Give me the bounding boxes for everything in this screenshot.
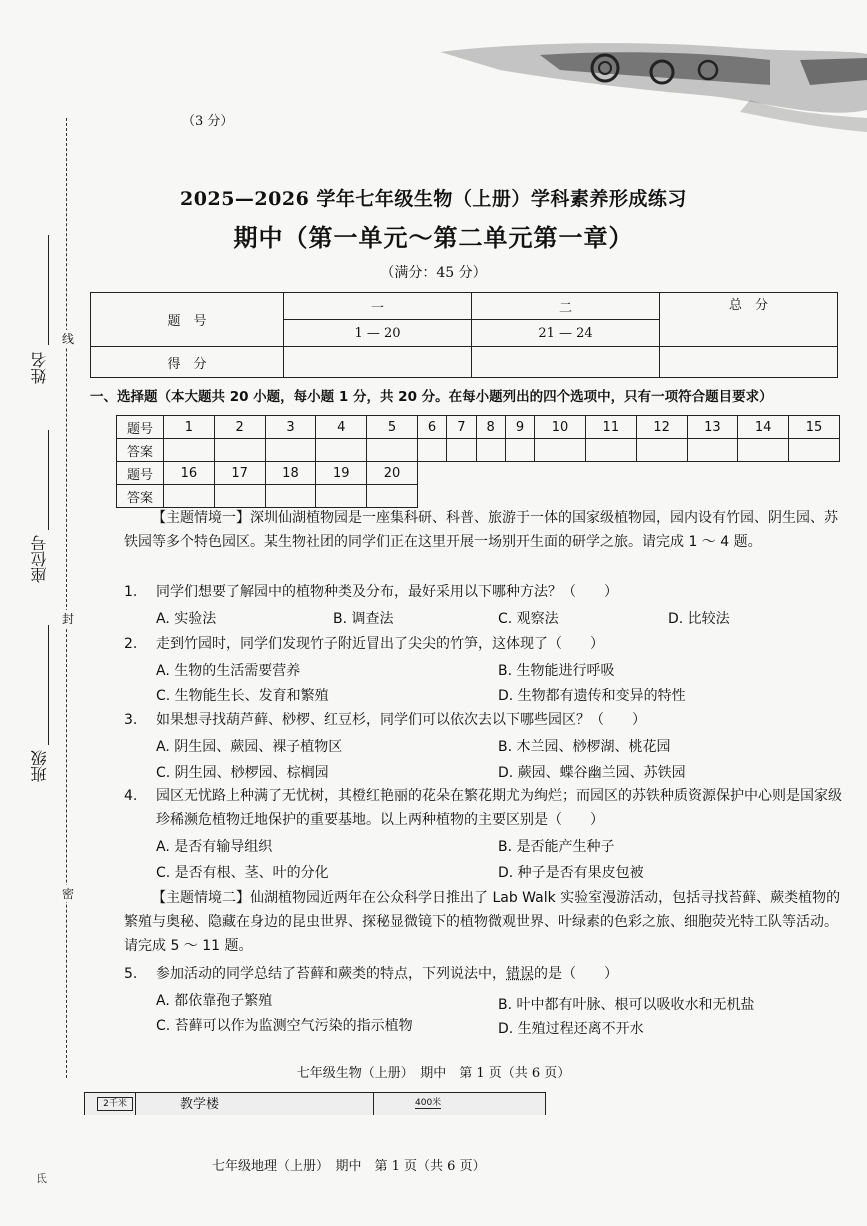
answer-number: 17 bbox=[214, 462, 265, 485]
answer-table-number-label: 题号 bbox=[117, 462, 164, 485]
answer-number: 2 bbox=[214, 416, 265, 439]
answer-cell[interactable] bbox=[505, 439, 534, 462]
answer-cell[interactable] bbox=[789, 439, 840, 462]
scenario-two: 【主题情境二】仙湖植物园近两年在公众科学日推出了 Lab Walk 实验室漫游活动，包括寻找苔藓、蕨类植物的繁殖与奥秘、隐藏在身边的昆虫世界、探秘显微镜下的植物微观世界、叶绿素的色彩之旅、细胞荧光特工队等活动。请完成 5 ～ 11 题。 bbox=[124, 890, 841, 954]
q5-option-b: B. 叶中都有叶脉、根可以吸收水和无机盐 bbox=[498, 997, 755, 1013]
seat-label: 座位号 bbox=[30, 535, 49, 583]
bleed-label: 教学楼 bbox=[180, 1097, 220, 1112]
bleed-scale-bar-2: 400米 bbox=[415, 1095, 441, 1109]
margin-note: （3 分） bbox=[182, 114, 234, 129]
answer-number: 1 bbox=[164, 416, 215, 439]
q3-number: 3. bbox=[124, 712, 138, 728]
q2-option-b: B. 生物能进行呼吸 bbox=[498, 663, 615, 679]
answer-number: 7 bbox=[447, 416, 476, 439]
answer-cell[interactable] bbox=[476, 439, 505, 462]
name-label: 姓名 bbox=[30, 352, 49, 384]
answer-table bbox=[116, 415, 840, 508]
q4-stem: 园区无忧路上种满了无忧树，其橙红艳丽的花朵在繁花期尤为绚烂；而园区的苏铁种质资源保护中心则是国家级珍稀濒危植物迁地保护的重要基地。以上两种植物的主要区别是（ ） bbox=[156, 788, 842, 828]
full-score: （满分：45 分） bbox=[380, 265, 487, 281]
answer-cell[interactable] bbox=[316, 439, 367, 462]
answer-number: 20 bbox=[367, 462, 418, 485]
q5-emphasis: 错误 bbox=[506, 966, 534, 982]
q5-option-a: A. 都依靠孢子繁殖 bbox=[156, 993, 273, 1009]
answer-number: 14 bbox=[738, 416, 789, 439]
answer-cell[interactable] bbox=[265, 485, 316, 508]
answer-cell[interactable] bbox=[738, 439, 789, 462]
answer-cell[interactable] bbox=[164, 439, 215, 462]
q4-option-b: B. 是否能产生种子 bbox=[498, 839, 615, 855]
scenario-one: 【主题情境一】深圳仙湖植物园是一座集科研、科普、旅游于一体的国家级植物园，园内设有竹园、阴生园、苏铁园等多个特色园区。某生物社团的同学们正在这里开展一场别开生面的研学之旅。请完成 1 ～ 4 题。 bbox=[124, 510, 838, 550]
q5-number: 5. bbox=[124, 966, 138, 982]
section-two-score[interactable] bbox=[472, 347, 660, 378]
decorative-brush-art bbox=[440, 40, 867, 135]
bleed-footer: 七年级地理（上册） 期中 第 1 页（共 6 页） bbox=[212, 1159, 486, 1174]
answer-cell[interactable] bbox=[636, 439, 687, 462]
q2-option-d: D. 生物都有遗传和变异的特性 bbox=[498, 688, 686, 704]
q4-option-d: D. 种子是否有果皮包被 bbox=[498, 865, 644, 881]
total-score[interactable] bbox=[660, 347, 838, 378]
answer-cell[interactable] bbox=[214, 485, 265, 508]
section-one-header: 一 bbox=[284, 293, 472, 320]
bleed-strip bbox=[84, 1092, 546, 1115]
answer-number: 5 bbox=[367, 416, 418, 439]
class-label: 班级 bbox=[30, 750, 49, 782]
q3-option-d: D. 蕨园、蝶谷幽兰园、苏铁园 bbox=[498, 765, 686, 781]
answer-number: 10 bbox=[535, 416, 586, 439]
score-label: 得 分 bbox=[91, 347, 284, 378]
answer-number: 15 bbox=[789, 416, 840, 439]
q1-option-d: D. 比较法 bbox=[668, 611, 730, 627]
section-one-score[interactable] bbox=[284, 347, 472, 378]
q2-option-c: C. 生物能生长、发育和繁殖 bbox=[156, 688, 329, 704]
q3-option-a: A. 阴生园、蕨园、裸子植物区 bbox=[156, 739, 343, 755]
answer-number: 8 bbox=[476, 416, 505, 439]
score-table bbox=[90, 292, 838, 378]
q1-stem: 同学们想要了解园中的植物种类及分布，最好采用以下哪种方法？（ ） bbox=[156, 584, 618, 600]
seat-field[interactable] bbox=[48, 430, 49, 530]
q4-number: 4. bbox=[124, 788, 138, 804]
q1-option-b: B. 调查法 bbox=[333, 611, 394, 627]
q1-option-c: C. 观察法 bbox=[498, 611, 559, 627]
answer-number: 12 bbox=[636, 416, 687, 439]
answer-number: 16 bbox=[164, 462, 215, 485]
answer-cell[interactable] bbox=[687, 439, 738, 462]
answer-number: 13 bbox=[687, 416, 738, 439]
section-two-header: 二 bbox=[472, 293, 660, 320]
answer-table-answer-label: 答案 bbox=[117, 439, 164, 462]
section-two-range: 21 — 24 bbox=[472, 320, 660, 347]
answer-number: 19 bbox=[316, 462, 367, 485]
q5-stem: 参加活动的同学总结了苔藓和蕨类的特点，下列说法中，错误的是（ ） bbox=[156, 966, 618, 982]
q4-option-c: C. 是否有根、茎、叶的分化 bbox=[156, 865, 329, 881]
answer-cell[interactable] bbox=[316, 485, 367, 508]
q2-stem: 走到竹园时，同学们发现竹子附近冒出了尖尖的竹笋，这体现了（ ） bbox=[156, 636, 604, 652]
corner-mark: 氐 bbox=[36, 1172, 47, 1185]
q5-option-d: D. 生殖过程还离不开水 bbox=[498, 1021, 644, 1037]
exam-subtitle: 期中（第一单元～第二单元第一章） bbox=[233, 223, 634, 252]
answer-number: 6 bbox=[417, 416, 446, 439]
answer-cell[interactable] bbox=[164, 485, 215, 508]
bleed-scale-bar: 2千米 bbox=[97, 1097, 133, 1111]
answer-cell[interactable] bbox=[417, 439, 446, 462]
q3-option-c: C. 阴生园、桫椤园、棕榈园 bbox=[156, 765, 329, 781]
q4-option-a: A. 是否有输导组织 bbox=[156, 839, 273, 855]
cut-mark-secret: 密 bbox=[62, 887, 75, 901]
q2-option-a: A. 生物的生活需要营养 bbox=[156, 663, 301, 679]
q5-option-c: C. 苔藓可以作为监测空气污染的指示植物 bbox=[156, 1018, 413, 1034]
total-header: 总 分 bbox=[660, 293, 838, 347]
answer-number: 4 bbox=[316, 416, 367, 439]
answer-cell[interactable] bbox=[367, 485, 418, 508]
class-field[interactable] bbox=[48, 625, 49, 745]
q2-number: 2. bbox=[124, 636, 138, 652]
section-one-range: 1 — 20 bbox=[284, 320, 472, 347]
answer-cell[interactable] bbox=[367, 439, 418, 462]
answer-table-number-label: 题号 bbox=[117, 416, 164, 439]
q3-option-b: B. 木兰园、桫椤湖、桃花园 bbox=[498, 739, 671, 755]
answer-cell[interactable] bbox=[585, 439, 636, 462]
q3-stem: 如果想寻找葫芦藓、桫椤、红豆杉，同学们可以依次去以下哪些园区？（ ） bbox=[156, 712, 646, 728]
answer-cell[interactable] bbox=[214, 439, 265, 462]
section-one-heading: 一、选择题（本大题共 20 小题，每小题 1 分，共 20 分。在每小题列出的四个选项中，只有一项符合题目要求） bbox=[90, 389, 773, 405]
answer-number: 18 bbox=[265, 462, 316, 485]
answer-number: 11 bbox=[585, 416, 636, 439]
cut-mark-seal: 封 bbox=[62, 612, 75, 626]
page-footer: 七年级生物（上册） 期中 第 1 页（共 6 页） bbox=[296, 1066, 571, 1081]
answer-cell[interactable] bbox=[265, 439, 316, 462]
answer-cell[interactable] bbox=[535, 439, 586, 462]
answer-cell[interactable] bbox=[447, 439, 476, 462]
answer-number: 9 bbox=[505, 416, 534, 439]
cut-mark-line: 线 bbox=[62, 332, 75, 346]
exam-title: 2025—2026 学年七年级生物（上册）学科素养形成练习 bbox=[180, 188, 687, 210]
q1-number: 1. bbox=[124, 584, 138, 600]
answer-table-answer-label: 答案 bbox=[117, 485, 164, 508]
answer-number: 3 bbox=[265, 416, 316, 439]
q1-option-a: A. 实验法 bbox=[156, 611, 217, 627]
score-row-label: 题 号 bbox=[91, 293, 284, 347]
